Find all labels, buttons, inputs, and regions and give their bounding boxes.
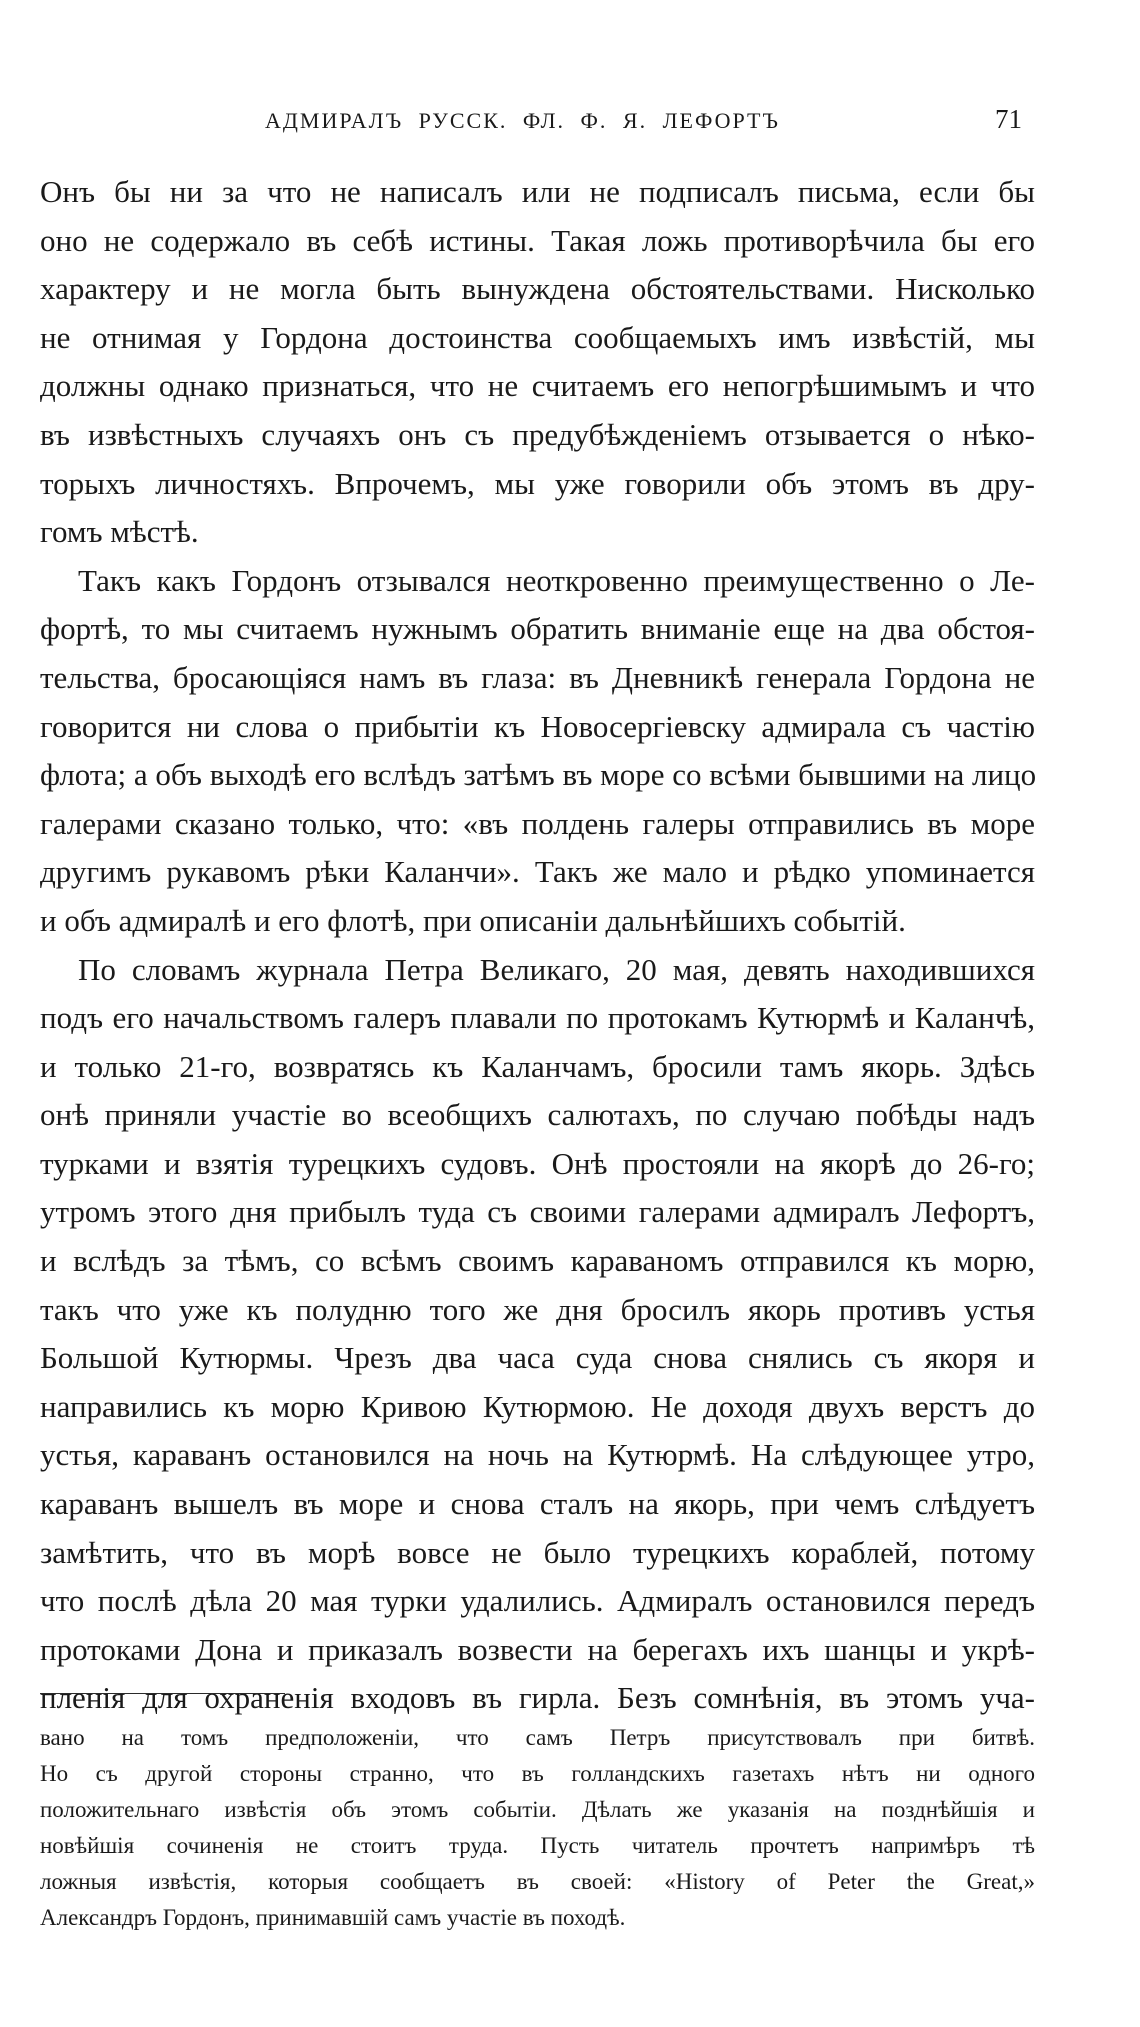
text-line: и только 21-го, возвратясь къ Каланчамъ, бросили тамъ якорь. Здѣсь (40, 1048, 1035, 1084)
text-line: онѣ приняли участіе во всеобщихъ салютахъ, по случаю побѣды надъ (40, 1097, 1035, 1133)
text-line: пленія для охраненія входовъ въ гирла. Безъ сомнѣнія, въ этомъ уча- (40, 1680, 1035, 1716)
text-line: говорится ни слова о прибытіи къ Новосергіевску адмирала съ частію (40, 708, 1035, 744)
text-line: Такъ какъ Гордонъ отзывался неоткровенно преимущественно о Ле- (78, 562, 1035, 598)
text-line: и вслѣдъ за тѣмъ, со всѣмъ своимъ караваномъ отправился къ морю, (40, 1243, 1035, 1279)
text-line: что послѣ дѣла 20 мая турки удалились. Адмиралъ остановился передъ (40, 1583, 1035, 1619)
footnote-line: вано на томъ предположеніи, что самъ Петръ присутствовалъ при битвѣ. (40, 1725, 1035, 1750)
text-line: въ извѣстныхъ случаяхъ онъ съ предубѣжденіемъ отзывается о нѣко- (40, 416, 1035, 452)
text-line: фортѣ, то мы считаемъ нужнымъ обратить вниманіе еще на два обстоя- (40, 611, 1035, 647)
text-line: такъ что уже къ полудню того же дня бросилъ якорь противъ устья (40, 1291, 1035, 1327)
text-line: подъ его начальствомъ галеръ плавали по протокамъ Кутюрмѣ и Каланчѣ, (40, 1000, 1035, 1036)
text-line: замѣтить, что въ морѣ вовсе не было турецкихъ кораблей, потому (40, 1534, 1035, 1570)
text-line: галерами сказано только, что: «въ полдень галеры отправились въ море (40, 805, 1035, 841)
text-line: протоками Дона и приказалъ возвести на берегахъ ихъ шанцы и укрѣ- (40, 1631, 1035, 1667)
text-line: флота; а объ выходѣ его вслѣдъ затѣмъ въ море со всѣми бывшими на лицо (40, 757, 1037, 793)
text-line: характеру и не могла быть вынуждена обстоятельствами. Нисколько (40, 271, 1035, 307)
footnote-line: положительнаго извѣстія объ этомъ событіи. Дѣлать же указанія на позднѣйшія и (40, 1797, 1035, 1822)
text-line: Онъ бы ни за что не написалъ или не подписалъ письма, если бы (40, 174, 1035, 209)
text-line: направились къ морю Кривою Кутюрмою. Не доходя двухъ верстъ до (40, 1388, 1035, 1424)
text-line: караванъ вышелъ въ море и снова сталъ на якорь, при чемъ слѣдуетъ (40, 1486, 1035, 1522)
footnote-line: новѣйшія сочиненія не стоитъ труда. Пусть читатель прочтетъ напримѣръ тѣ (40, 1833, 1035, 1858)
running-title: АДМИРАЛЪ РУССК. ФЛ. Ф. Я. ЛЕФОРТЪ (265, 108, 780, 133)
text-line: Большой Кутюрмы. Чрезъ два часа суда снова снялись съ якоря и (40, 1340, 1035, 1376)
text-line: торыхъ личностяхъ. Впрочемъ, мы уже говорили объ этомъ въ дру- (40, 465, 1035, 501)
footnote-line: Но съ другой стороны странно, что въ голландскихъ газетахъ нѣтъ ни одного (40, 1761, 1035, 1786)
text-line: другимъ рукавомъ рѣки Каланчи». Такъ же мало и рѣдко упоминается (40, 854, 1035, 890)
footnote (40, 1720, 1035, 1936)
text-line: должны однако признаться, что не считаемъ его непогрѣшимымъ и что (40, 368, 1035, 404)
text-line: утромъ этого дня прибылъ туда съ своими галерами адмиралъ Лефортъ, (40, 1194, 1035, 1230)
text-line: гомъ мѣстѣ. (40, 514, 199, 550)
text-line: оно не содержало въ себѣ истины. Такая ложь противорѣчила бы его (40, 222, 1035, 258)
running-head (40, 104, 1040, 144)
page-number: 71 (995, 104, 1022, 134)
text-line: и объ адмиралѣ и его флотѣ, при описаніи дальнѣйшихъ событій. (40, 902, 906, 938)
text-line: устья, караванъ остановился на ночь на Кутюрмѣ. На слѣдующее утро, (40, 1437, 1035, 1473)
text-line: тельства, бросающіяся намъ въ глаза: въ Дневникѣ генерала Гордона не (40, 659, 1035, 695)
text-line: По словамъ журнала Петра Великаго, 20 мая, девять находившихся (78, 951, 1035, 987)
footnote-line: ложныя извѣстія, которыя сообщаетъ въ своей: «History of Peter the Great,» (40, 1869, 1035, 1894)
main-text (40, 168, 1035, 1723)
text-line: турками и взятія турецкихъ судовъ. Онѣ простояли на якорѣ до 26-го; (40, 1145, 1035, 1181)
text-line: не отнимая у Гордона достоинства сообщаемыхъ имъ извѣстій, мы (40, 319, 1035, 355)
footnote-divider (40, 1693, 285, 1694)
footnote-line: Александръ Гордонъ, принимавшій самъ участіе въ походѣ. (40, 1905, 626, 1930)
